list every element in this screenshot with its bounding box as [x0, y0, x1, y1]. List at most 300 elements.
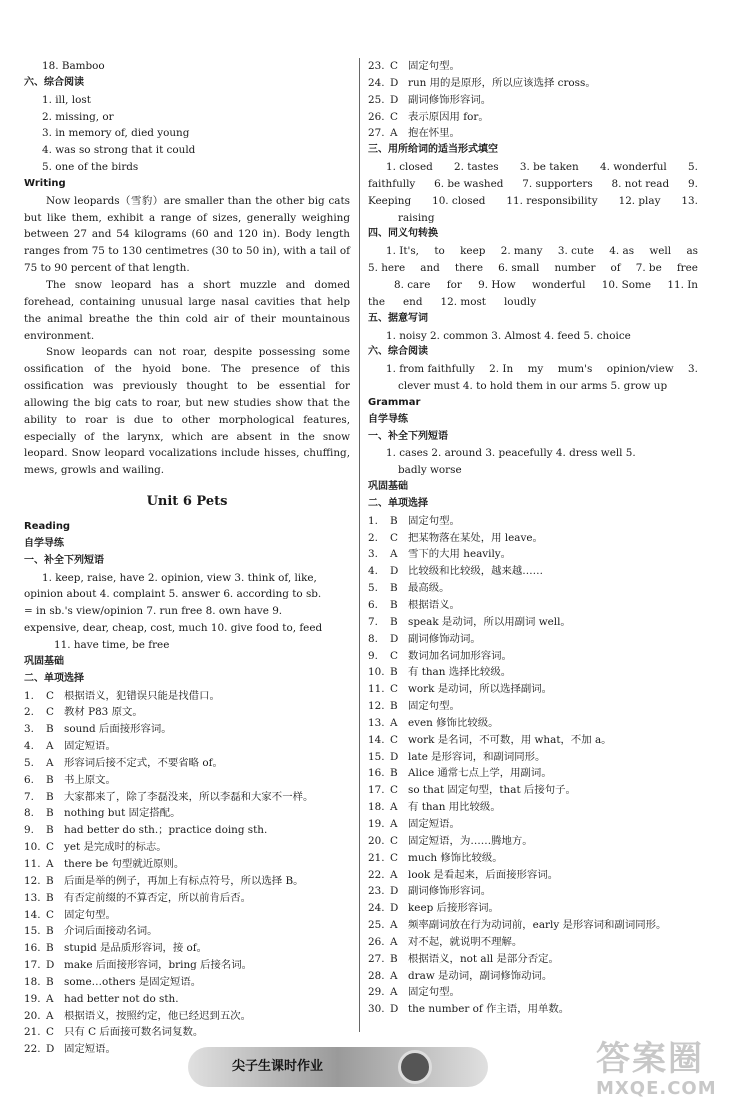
answer-explanation: 雪下的大用 heavily。: [408, 548, 512, 561]
justified-line: [368, 159, 698, 176]
answer-letter: B: [46, 942, 54, 955]
answer-explanation: stupid 是品质形容词，接 of。: [64, 942, 208, 955]
answer-explanation: 固定短语。: [64, 740, 116, 753]
word: as: [686, 245, 698, 258]
subsection-heading: 巩固基础: [24, 655, 64, 667]
footer-title: 尖子生课时作业: [232, 1059, 324, 1074]
word: and: [420, 262, 440, 275]
answer-number: 2.: [368, 531, 378, 544]
answer-number: 17.: [24, 959, 41, 972]
answer-row: [368, 782, 698, 799]
answer-number: 21.: [368, 851, 385, 864]
answer-explanation: even 修饰比较级。: [408, 716, 499, 729]
answer-line: badly worse: [398, 464, 462, 477]
answer-number: 4.: [24, 740, 34, 753]
answer-number: 14.: [24, 908, 41, 921]
answer-row: [368, 934, 698, 951]
answer-row: [24, 907, 350, 924]
answer-explanation: 根据语义，按照约定，他已经迟到五次。: [64, 1009, 252, 1022]
answer-explanation: 频率副词放在行为动词前，early 是形容词和副词同形。: [408, 919, 667, 932]
answer-explanation: 固定句型。: [408, 700, 460, 713]
word: my: [527, 363, 544, 376]
unit-title: Unit 6 Pets: [146, 494, 228, 510]
word: 10. Some: [601, 278, 652, 291]
word: 13.: [681, 194, 698, 207]
word: loudly: [503, 295, 537, 308]
answer-number: 18.: [368, 801, 385, 814]
answer-number: 11.: [368, 683, 385, 696]
answer-letter: B: [46, 824, 54, 837]
answer-letter: D: [390, 632, 399, 645]
footer-ornament: [398, 1050, 432, 1084]
answer-number: 19.: [24, 992, 41, 1005]
answer-row: [24, 957, 350, 974]
answer-explanation: keep 后接形容词。: [408, 902, 499, 915]
answer-number: 11.: [24, 857, 41, 870]
watermark-logo: [596, 1040, 746, 1102]
word: opinion/view: [606, 363, 674, 376]
justified-line: [368, 294, 698, 311]
answer-row: [368, 681, 698, 698]
column-divider: [359, 58, 360, 1032]
answer-list: [368, 58, 698, 142]
answer-letter: C: [46, 908, 54, 921]
answer-row: [368, 984, 698, 1001]
word: 12. most: [440, 295, 486, 308]
answer-row: [368, 631, 698, 648]
answer-row: [24, 873, 350, 890]
answer-number: 18.: [24, 975, 41, 988]
answer-line: 3. in memory of, died young: [42, 127, 190, 140]
answer-row: [368, 546, 698, 563]
word: keep: [460, 245, 486, 258]
answer-letter: B: [46, 790, 54, 803]
answer-row: [368, 698, 698, 715]
answer-letter: D: [390, 750, 399, 763]
answer-number: 2.: [24, 706, 34, 719]
word: faithfully: [368, 177, 416, 190]
answer-number: 17.: [368, 784, 385, 797]
word: 6. be washed: [434, 177, 504, 190]
answer-explanation: 副词修饰动词。: [408, 632, 481, 645]
answer-line: 1. noisy 2. common 3. Almost 4. feed 5. choice: [386, 329, 631, 342]
answer-explanation: 副词修饰形容词。: [408, 885, 492, 898]
word: 1. It's,: [386, 245, 419, 258]
word: mum's: [557, 363, 593, 376]
watermark-text: 答案圈: [596, 1039, 704, 1079]
word: 9. How: [478, 278, 516, 291]
answer-explanation: 书上原文。: [64, 773, 116, 786]
answer-row: [368, 580, 698, 597]
subsection-heading: 自学导练: [24, 537, 64, 549]
answer-letter: C: [390, 834, 398, 847]
answer-letter: C: [46, 706, 54, 719]
answer-number: 13.: [368, 716, 385, 729]
answer-row: [368, 597, 698, 614]
answer-number: 24.: [368, 902, 385, 915]
word: 4. as: [609, 245, 635, 258]
word: of: [610, 262, 621, 275]
writing-paragraph: Now leopards（雪豹）are smaller than the other big cats but like them, exhibit a range of sizes, generally weighing between 27 and 54 kilograms (60 and 120 in). Body length ranges from 75 to 130 centimetres (30 to 50 in), with a tail of 75 to 90 percent of that length.: [24, 194, 350, 275]
watermark-url: MXQE.COM: [596, 1078, 717, 1099]
grammar-heading: Grammar: [368, 396, 421, 408]
answer-explanation: 副词修饰形容词。: [408, 93, 492, 106]
answer-number: 5.: [368, 582, 378, 595]
phrase-line: opinion about 4. complaint 5. answer 6. according to sb.: [24, 588, 322, 601]
answer-number: 23.: [368, 885, 385, 898]
answer-explanation: look 是看起来，后面接形容词。: [408, 868, 559, 881]
word: 3. cute: [557, 245, 594, 258]
answer-number: 7.: [24, 790, 34, 803]
answer-letter: C: [390, 683, 398, 696]
answer-row: [368, 799, 698, 816]
phrase-line: = in sb.'s view/opinion 7. run free 8. own have 9.: [24, 605, 283, 618]
answer-explanation: yet 是完成时的标志。: [64, 841, 167, 854]
answer-letter: D: [390, 93, 399, 106]
word: for: [446, 278, 462, 291]
answer-explanation: 根据语义，not all 是部分否定。: [408, 952, 559, 965]
answer-letter: A: [46, 992, 54, 1005]
answer-letter: C: [46, 689, 54, 702]
answer-explanation: 根据语义。: [408, 599, 460, 611]
answer-row: [368, 92, 698, 109]
section-heading: 六、综合阅读: [368, 346, 428, 358]
answer-row: [24, 755, 350, 772]
answer-explanation: 后面是举的例子，再加上有标点符号，所以选择 B。: [64, 874, 304, 887]
section-heading: 六、综合阅读: [24, 76, 84, 88]
word: 3.: [688, 363, 698, 376]
word: well: [649, 245, 672, 258]
section-heading: 三、用所给词的适当形式填空: [368, 144, 498, 156]
answer-list: [368, 513, 698, 1018]
answer-letter: B: [390, 599, 398, 611]
answer-number: 16.: [24, 942, 41, 955]
answer-letter: B: [390, 666, 398, 679]
word: 2. In: [489, 363, 514, 376]
answer-letter: A: [390, 127, 398, 140]
answer-letter: B: [46, 874, 54, 887]
word: 7. be: [635, 262, 662, 275]
word: 2. tastes: [454, 161, 499, 174]
answer-letter: C: [390, 851, 398, 864]
answer-row: [368, 765, 698, 782]
answer-letter: B: [390, 952, 398, 965]
answer-explanation: nothing but 固定搭配。: [64, 807, 181, 820]
word: 6. small: [498, 262, 540, 275]
justified-line: [368, 260, 698, 277]
answer-explanation: 最高级。: [408, 582, 450, 595]
answer-letter: B: [46, 925, 54, 938]
answer-letter: A: [390, 548, 398, 561]
answer-explanation: make 后面接形容词，bring 后接名词。: [64, 959, 253, 972]
answer-explanation: 数词加名词加形容词。: [408, 649, 512, 662]
answer-line: raising: [398, 211, 435, 224]
writing-paragraph: The snow leopard has a short muzzle and domed forehead, containing unusual large nasal cavities that help the animal breathe the thin cold air of their mountainous environment.: [24, 278, 350, 342]
answer-row: [24, 856, 350, 873]
answer-explanation: Alice 通常七点上学，用副词。: [408, 767, 552, 780]
writing-paragraph: Snow leopards can not roar, despite possessing some ossification of the hyoid bone. The presence of this ossification was previously thought to be essential for allowing the big cats to roar, but new studies show that the ability to roar is due to other morphological features, especially of the larynx, which are absent in the snow leopard. Snow leopard vocalizations include hisses, chuffing, mews, growls and wailing.: [24, 346, 350, 477]
answer-row: [368, 917, 698, 934]
rewrite-lines: [368, 243, 698, 310]
answer-number: 9.: [368, 649, 378, 662]
subsection-heading: 自学导练: [368, 413, 408, 425]
answer-number: 20.: [24, 1009, 41, 1022]
justified-line: [368, 176, 698, 193]
subsection-heading: 巩固基础: [368, 481, 408, 493]
answer-explanation: 固定句型。: [64, 908, 116, 921]
answer-explanation: 把某物落在某处，用 leave。: [408, 531, 543, 544]
answer-number: 6.: [24, 773, 34, 786]
answer-number: 22.: [24, 1043, 41, 1056]
word: 11. In: [667, 278, 698, 291]
answer-explanation: work 是名词，不可数，用 what，不加 a。: [408, 733, 612, 746]
answer-row: [24, 923, 350, 940]
answer-explanation: 有否定前缀的不算否定，所以前肯后否。: [64, 891, 252, 904]
answer-row: [24, 991, 350, 1008]
answer-letter: C: [390, 649, 398, 662]
answer-explanation: 只有 C 后面接可数名词复数。: [64, 1026, 204, 1039]
answer-letter: C: [390, 784, 398, 797]
answer-letter: D: [46, 1043, 55, 1056]
answer-number: 1.: [24, 689, 34, 702]
answer-letter: B: [390, 700, 398, 713]
word: Keeping: [368, 194, 412, 207]
answer-letter: A: [390, 817, 398, 830]
answer-row: [368, 715, 698, 732]
word: wonderful: [531, 278, 586, 291]
answer-letter: B: [46, 723, 54, 736]
answer-line: 1. cases 2. around 3. peacefully 4. dress well 5.: [386, 447, 636, 460]
answer-letter: A: [46, 857, 54, 870]
answer-number: 20.: [368, 834, 385, 847]
word: 5.: [688, 161, 698, 174]
answer-row: [368, 1001, 698, 1018]
answer-row: [368, 968, 698, 985]
answer-row: [368, 109, 698, 126]
answer-row: [24, 1008, 350, 1025]
answer-explanation: 固定短语。: [408, 817, 460, 830]
section-heading: 二、单项选择: [368, 497, 428, 509]
word: 5. here: [368, 262, 406, 275]
word: 3. be taken: [519, 161, 579, 174]
answer-explanation: 对不起，就说明不理解。: [408, 935, 523, 948]
answer-row: [24, 1024, 350, 1041]
answer-number: 1.: [368, 514, 378, 527]
answer-letter: A: [390, 868, 398, 881]
answer-row: [368, 664, 698, 681]
reading-heading: Reading: [24, 521, 71, 533]
answer-letter: A: [390, 986, 398, 999]
answer-letter: A: [390, 801, 398, 814]
left-column: [24, 58, 350, 1058]
answer-row: [24, 940, 350, 957]
justified-line: [368, 193, 698, 210]
answer-explanation: 固定句型。: [408, 986, 460, 999]
answer-list: [24, 688, 350, 1059]
answer-number: 30.: [368, 1003, 385, 1016]
answer-row: [368, 850, 698, 867]
answer-row: [368, 833, 698, 850]
word: 9.: [688, 177, 698, 190]
answer-letter: A: [46, 756, 54, 769]
answer-row: [368, 125, 698, 142]
answer-row: [24, 805, 350, 822]
answer-row: [24, 721, 350, 738]
answer-line: clever must 4. to hold them in our arms 5. grow up: [398, 380, 668, 393]
answer-letter: D: [390, 565, 399, 578]
phrase-line: 1. keep, raise, have 2. opinion, view 3. think of, like,: [42, 571, 317, 584]
word: 8. not read: [611, 177, 670, 190]
word: 2. many: [500, 245, 543, 258]
answer-number: 29.: [368, 986, 385, 999]
answer-letter: C: [46, 841, 54, 854]
answer-letter: D: [390, 1003, 399, 1016]
answer-number: 13.: [24, 891, 41, 904]
answer-letter: B: [46, 807, 54, 820]
answer-number: 21.: [24, 1026, 41, 1039]
answer-explanation: draw 是动词，副词修饰动词。: [408, 969, 553, 982]
answer-number: 26.: [368, 110, 385, 123]
answer-number: 12.: [368, 700, 385, 713]
answer-number: 7.: [368, 615, 378, 628]
answer-explanation: there be 句型就近原则。: [64, 857, 185, 870]
answer-row: [368, 614, 698, 631]
answer-number: 3.: [24, 723, 34, 736]
answer-explanation: so that 固定句型，that 后接句子。: [408, 784, 576, 797]
answer-letter: A: [390, 716, 398, 729]
answer-row: [24, 688, 350, 705]
answer-letter: C: [390, 110, 398, 123]
writing-heading: Writing: [24, 177, 66, 189]
answer-row: [368, 513, 698, 530]
answer-row: [368, 648, 698, 665]
answer-row: [368, 951, 698, 968]
answer-letter: C: [390, 60, 398, 72]
section-heading: 一、补全下列短语: [368, 430, 448, 442]
answer-number: 16.: [368, 767, 385, 780]
answer-explanation: run 用的是原形，所以应该选择 cross。: [408, 76, 596, 89]
answer-number: 12.: [24, 874, 41, 887]
right-column: [368, 58, 698, 1018]
answer-row: [24, 738, 350, 755]
answer-explanation: some…others 是固定短语。: [64, 975, 202, 988]
answer-letter: D: [390, 885, 399, 898]
answer-number: 26.: [368, 935, 385, 948]
answer-explanation: 固定短语。: [64, 1043, 116, 1056]
fill-blank-lines: [368, 159, 698, 210]
answer-explanation: 形容词后接不定式，不要省略 of。: [64, 756, 223, 769]
answer-letter: C: [46, 1026, 54, 1039]
phrase-line: expensive, dear, cheap, cost, much 10. give food to, feed: [24, 622, 323, 635]
answer-explanation: 根据语义，犯错误只能是找借口。: [64, 689, 220, 702]
word: 8. care: [394, 278, 431, 291]
word: 1. closed: [386, 161, 433, 174]
answer-explanation: had better do sth.；practice doing sth.: [64, 824, 268, 837]
justified-line: [368, 361, 698, 378]
section-heading: 二、单项选择: [24, 672, 84, 684]
answer-letter: A: [390, 969, 398, 982]
answer-letter: D: [46, 959, 55, 972]
answer-number: 24.: [368, 76, 385, 89]
answer-number: 22.: [368, 868, 385, 881]
word: 4. wonderful: [600, 161, 667, 174]
answer-number: 15.: [368, 750, 385, 763]
answer-letter: B: [390, 767, 398, 780]
word: there: [454, 262, 484, 275]
answer-explanation: 抱在怀里。: [408, 127, 460, 140]
answer-explanation: 表示原因用 for。: [408, 110, 489, 123]
answer-line: 1. ill, lost: [42, 93, 91, 106]
answer-letter: A: [390, 935, 398, 948]
answer-letter: B: [390, 514, 398, 527]
word: free: [676, 262, 698, 275]
answer-explanation: 比较级和比较级，越来越……: [408, 565, 544, 578]
answer-number: 10.: [24, 841, 41, 854]
section-heading: 四、同义句转换: [368, 228, 438, 240]
answer-explanation: 大家都来了，除了李磊没来，所以李磊和大家不一样。: [64, 790, 314, 803]
word: end: [403, 295, 423, 308]
answer-number: 6.: [368, 599, 378, 611]
answer-letter: C: [390, 733, 398, 746]
answer-explanation: much 修饰比较级。: [408, 851, 503, 864]
answer-letter: A: [390, 919, 398, 932]
answer-letter: B: [390, 582, 398, 595]
word: 1. from faithfully: [386, 363, 475, 376]
word: 11. responsibility: [506, 194, 598, 207]
answer-number: 25.: [368, 93, 385, 106]
answer-number: 27.: [368, 127, 385, 140]
answer-explanation: 固定句型。: [408, 514, 460, 527]
answer-row: [24, 789, 350, 806]
answer-number: 3.: [368, 548, 378, 561]
answer-row: [368, 58, 698, 75]
answer-number: 14.: [368, 733, 385, 746]
word: 10. closed: [432, 194, 486, 207]
word: number: [554, 262, 596, 275]
answer-row: [368, 732, 698, 749]
answer-number: 15.: [24, 925, 41, 938]
answer-letter: A: [46, 740, 54, 753]
answer-line: 2. missing, or: [42, 110, 114, 123]
answer-row: [24, 974, 350, 991]
answer-letter: C: [390, 531, 398, 544]
answer-number: 8.: [368, 632, 378, 645]
word: to: [434, 245, 445, 258]
answer-row: [24, 839, 350, 856]
answer-row: [368, 530, 698, 547]
answer-letter: A: [46, 1009, 54, 1022]
answer-explanation: had better not do sth.: [64, 992, 179, 1005]
word: 7. supporters: [522, 177, 593, 190]
answer-row: [368, 75, 698, 92]
answer-number: 23.: [368, 60, 385, 72]
answer-number: 19.: [368, 817, 385, 830]
answer-explanation: sound 后面接形容词。: [64, 723, 172, 736]
answer-letter: B: [390, 615, 398, 628]
answer-explanation: work 是动词，所以选择副词。: [408, 683, 553, 696]
answer-number: 27.: [368, 952, 385, 965]
answer-number: 4.: [368, 565, 378, 578]
answer-row: [24, 772, 350, 789]
answer-explanation: 教材 P83 原文。: [64, 706, 143, 719]
answer-explanation: the number of 作主语，用单数。: [408, 1003, 570, 1016]
justified-line: [368, 243, 698, 260]
answer-row: [24, 822, 350, 839]
answer-line: 5. one of the birds: [42, 161, 139, 174]
answer-letter: D: [390, 902, 399, 915]
answer-row: [368, 563, 698, 580]
justified-line: [368, 277, 698, 294]
